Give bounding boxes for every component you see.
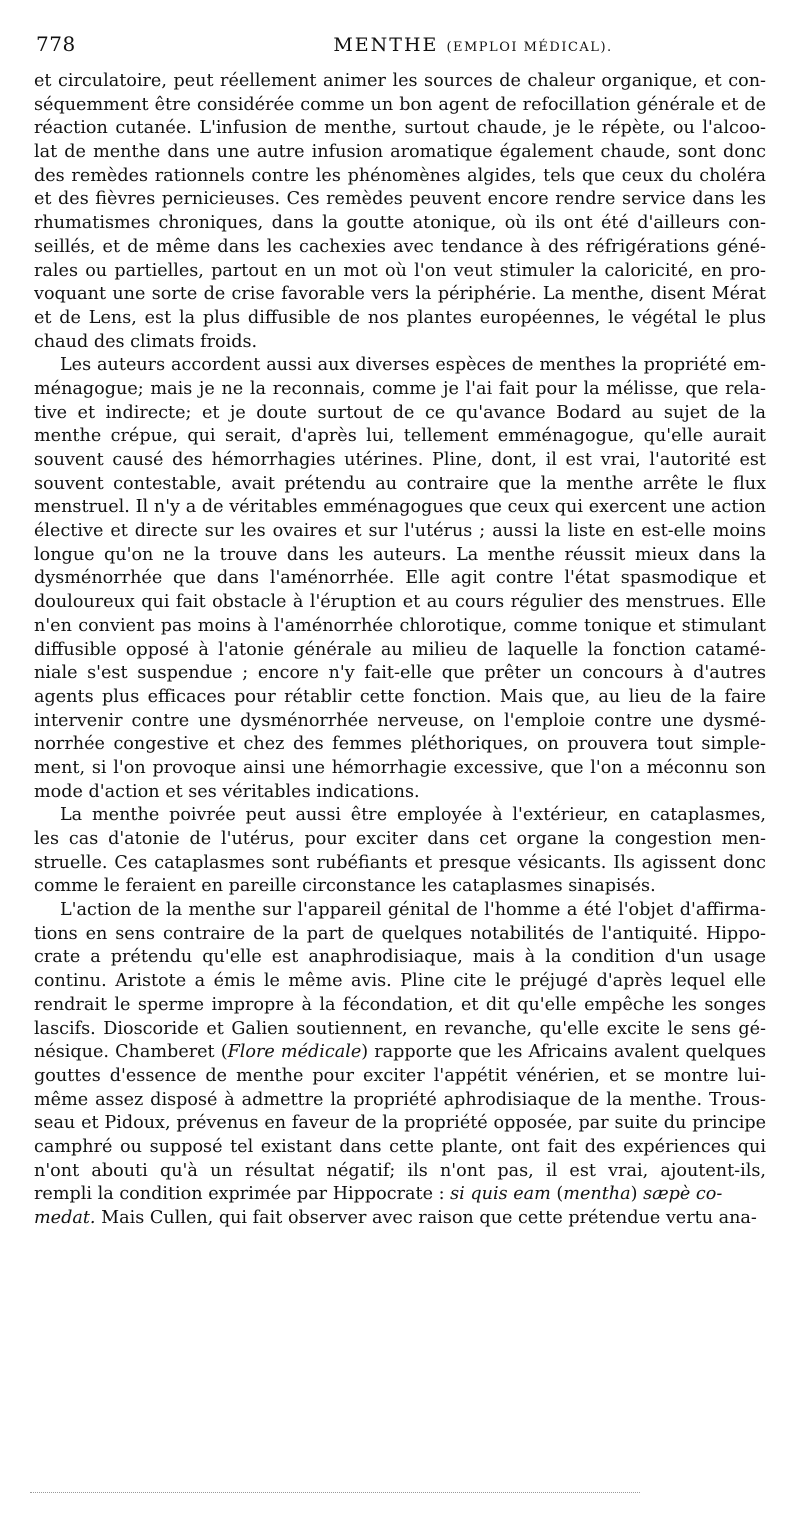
text-run: ) — [630, 1184, 644, 1205]
text-line: niale s'est suspendue ; encore n'y fait-elle que prêter un concours à d'autres — [34, 663, 766, 684]
text-line: tions en sens contraire de la part de quelques notabilités de l'antiquité. Hippo- — [34, 923, 766, 944]
text-line: seillés, et de même dans les cachexies avec tendance à des réfrigérations géné- — [34, 236, 766, 257]
text-line: séquemment être considérée comme un bon agent de refocillation générale et de — [34, 94, 766, 115]
text-run: nésique. Chamberet ( — [34, 1042, 228, 1063]
text-run: Mais Cullen, qui fait observer avec raison que cette prétendue vertu ana- — [95, 1208, 757, 1228]
page-number: 778 — [36, 32, 76, 56]
text-line: intervenir contre une dysménorrhée nerveuse, on l'emploie contre une dysmé- — [34, 710, 766, 731]
latin-quote-italic: mentha — [563, 1184, 631, 1205]
text-line: gouttes d'essence de menthe pour exciter l'appétit vénérien, et se montre lui- — [34, 1065, 766, 1086]
text-line: rendrait le sperme impropre à la fécondation, et dit qu'elle empêche les songes — [34, 994, 766, 1015]
text-line: même assez disposé à admettre la propriété aphrodisiaque de la menthe. Trous- — [34, 1089, 766, 1110]
text-line: mode d'action et ses véritables indications. — [34, 781, 420, 802]
text-line: n'en convient pas moins à l'aménorrhée chlorotique, comme tonique et stimulant — [34, 615, 766, 636]
text-line: agents plus efficaces pour rétablir cette fonction. Mais que, au lieu de la faire — [34, 686, 766, 707]
text-line: voquant une sorte de crise favorable vers la périphérie. La menthe, disent Mérat — [34, 284, 766, 305]
text-line: comme le feraient en pareille circonstance les cataplasmes sinapisés. — [34, 876, 656, 897]
text-line: ménagogue; mais je ne la reconnais, comme je l'ai fait pour la mélisse, que rela- — [34, 378, 766, 399]
text-line: n'ont abouti qu'à un résultat négatif; ils n'ont pas, il est vrai, ajoutent-ils, — [34, 1160, 766, 1181]
text-line: continu. Aristote a émis le même avis. Pline cite le préjugé d'après lequel elle — [34, 971, 766, 992]
text-line: lat de menthe dans une autre infusion aromatique également chaude, sont donc — [34, 142, 766, 163]
text-line: struelle. Ces cataplasmes sont rubéfiants et presque vésicants. Ils agissent donc — [34, 852, 766, 873]
text-line: des remèdes rationnels contre les phénomènes algides, tels que ceux du choléra — [34, 165, 766, 186]
page-header — [36, 32, 760, 66]
text-line: seau et Pidoux, prévenus en faveur de la propriété opposée, par suite du principe — [34, 1113, 766, 1134]
text-line: et circulatoire, peut réellement animer les sources de chaleur organique, et con- — [34, 71, 766, 91]
text-line: crate a prétendu qu'elle est anaphrodisiaque, mais à la condition d'un usage — [34, 947, 766, 968]
text-line: camphré ou supposé tel existant dans cette plante, ont fait des expériences qui — [34, 1136, 766, 1157]
text-line — [34, 1207, 766, 1231]
text-line: menthe crépue, qui serait, d'après lui, tellement emménagogue, qu'elle aurait — [34, 426, 766, 447]
text-line — [34, 1041, 766, 1065]
text-run: ( — [550, 1184, 564, 1205]
text-line: norrhée congestive et chez des femmes pléthoriques, on prouvera tout simple- — [34, 734, 766, 755]
text-line — [34, 1183, 766, 1207]
text-line: réaction cutanée. L'infusion de menthe, surtout chaude, je le répète, ou l'alcoo- — [34, 118, 766, 139]
text-line: menstruel. Il n'y a de véritables emménagogues que ceux qui exercent une action — [34, 497, 766, 518]
text-line: élective et directe sur les ovaires et sur l'utérus ; aussi la liste en est-elle moins — [34, 521, 766, 542]
book-title-italic: Flore médicale — [227, 1042, 362, 1063]
text-line: souvent causé des hémorrhagies utérines. Pline, dont, il est vrai, l'autorité est — [34, 450, 766, 470]
text-line: chaud des climats froids. — [34, 331, 258, 352]
text-line: souvent contestable, avait prétendu au contraire que la menthe arrête le flux — [34, 473, 766, 494]
text-line: dysménorrhée que dans l'aménorrhée. Elle agit contre l'état spasmodique et — [34, 568, 766, 589]
text-line: Les auteurs accordent aussi aux diverses espèces de menthes la propriété em- — [60, 355, 766, 376]
text-line: longue qu'on ne la trouve dans les auteurs. La menthe réussit mieux dans la — [34, 544, 766, 565]
text-line: L'action de la menthe sur l'appareil génital de l'homme a été l'objet d'affirma- — [60, 900, 766, 921]
text-run: ) rapporte que les Africains avalent quelques — [361, 1042, 766, 1063]
text-line: et de Lens, est la plus diffusible de nos plantes européennes, le végétal le plus — [34, 307, 766, 328]
text-line: tive et indirecte; et je doute surtout de ce qu'avance Bodard au sujet de la — [34, 402, 766, 423]
text-line: ment, si l'on provoque ainsi une hémorrhagie excessive, que l'on a méconnu son — [34, 757, 766, 778]
text-line: La menthe poivrée peut aussi être employée à l'extérieur, en cataplasmes, — [60, 805, 766, 826]
running-title: MENTHE — [333, 34, 439, 56]
latin-quote-italic: si quis eam — [450, 1184, 551, 1205]
text-line: diffusible opposé à l'atonie générale au milieu de laquelle la fonction catamé- — [34, 639, 766, 660]
text-line: rhumatismes chroniques, dans la goutte atonique, où ils ont été d'ailleurs con- — [34, 213, 766, 234]
text-line: douloureux qui fait obstacle à l'éruption et au cours régulier des menstrues. Elle — [34, 592, 766, 613]
latin-quote-italic: sæpè co- — [643, 1184, 723, 1205]
text-line: lascifs. Dioscoride et Galien soutiennent, en revanche, qu'elle excite le sens gé- — [34, 1018, 766, 1039]
running-head — [36, 34, 760, 56]
footer-dotted-rule — [30, 1492, 640, 1493]
latin-quote-italic: medat. — [34, 1208, 96, 1228]
text-line: les cas d'atonie de l'utérus, pour exciter dans cet organe la congestion men- — [34, 829, 766, 849]
text-line: rales ou partielles, partout en un mot où l'on veut stimuler la caloricité, en pro- — [34, 260, 766, 281]
running-subtitle: (EMPLOI MÉDICAL). — [446, 40, 613, 55]
text-line: et des fièvres pernicieuses. Ces remèdes peuvent encore rendre service dans les — [34, 189, 766, 210]
body-text — [34, 70, 766, 1231]
text-run: rempli la condition exprimée par Hippocrate : — [34, 1184, 451, 1205]
